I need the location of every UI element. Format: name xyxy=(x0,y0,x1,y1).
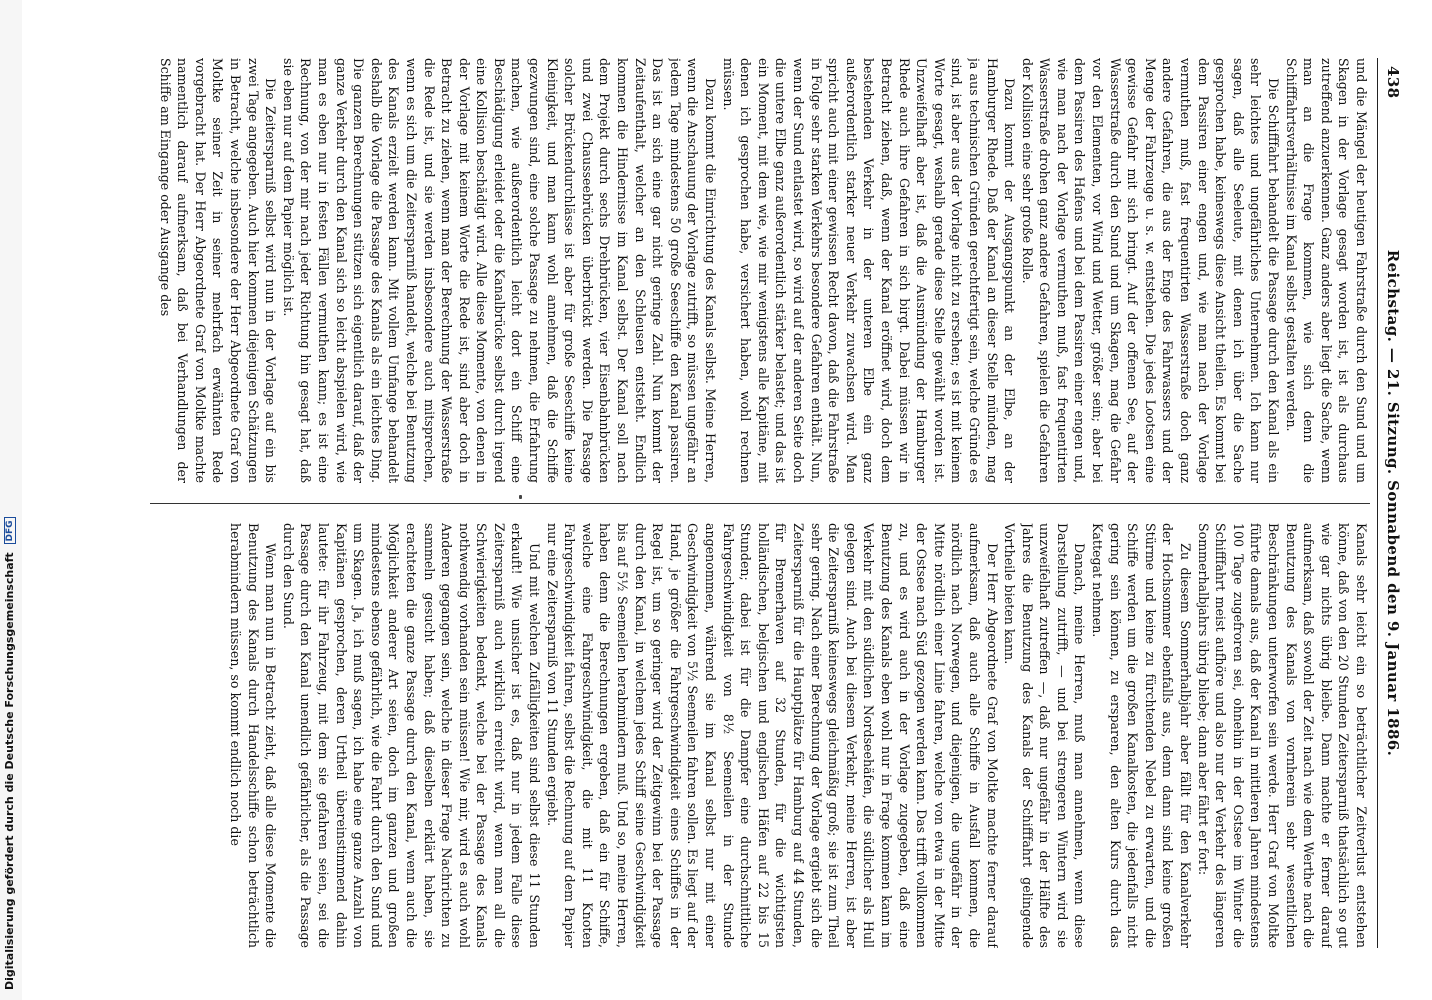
right-column xyxy=(100,523,1370,948)
paragraph: Wenn man nun in Betracht zieht, daß alle diese Momente die Benutzung des Kanals durch Handelsschiffe schon beträchtlich herabmindern müssen, so kommt endlich noch die xyxy=(228,523,279,948)
session-title: Reichstag. — 21. Sitzung. Sonnabend den 9. Januar 1886. xyxy=(1384,249,1402,757)
paragraph: Der Herr Abgeordnete Graf von Moltke machte ferner darauf aufmerksam, daß auch alle Schiffe in Ausfall kommen, die nördlich nach Norwegen, und diejenigen, die ungefähr in der Mitte nördlich einer Linie fahren, welche von etwa in der Mitte der Ostsee nach Süd gezogen werden kann. Das trifft vollkommen zu, und es wird auch in der Vorlage zugegeben, daß eine Benutzung des Kanals eben wohl nur in Frage kommen kann im Verkehr mit den südlichen Nordseehäfen, die südlicher als Hull gelegen sind. Auch bei diesem Verkehr, meine Herren, ist aber die Zeitersparniß keineswegs gleichmäßig groß; sie ist zum Theil sehr gering. Nach einer Berechnung der Vorlage ergiebt sich die Zeitersparniß für die Hauptplätze für Hamburg auf 44 Stunden, für Bremerhaven auf 32 Stunden, für die wichtigsten holländischen, belgischen und englischen Häfen auf 22 bis 15 Stunden; dabei ist für die Dampfer eine durchschnittliche Fahrgeschwindigkeit von 8½ Seemeilen in der Stunde angenommen, während sie im Kanal selbst nur mit einer Geschwindigkeit von 5½ Seemeilen fahren sollen. Es liegt auf der Hand, je größer die Fahrgeschwindigkeit eines Schiffes in der Regel ist, um so geringer wird der Zeitgewinn bei der Passage durch den Kanal, in welchem jedes Schiff seine Geschwindigkeit bis auf 5½ Seemeilen herabmindern muß. Und so, meine Herren, haben denn die Berechnungen ergeben, daß ein für Schiffe, welche eine Fahrgeschwindigkeit, die mit 11 Knoten Fahrgeschwindigkeit fahren, selbst die Rechnung auf dem Papier nur eine Zeitersparniß von 11 Stunden ergiebt. xyxy=(544,523,1000,948)
running-head xyxy=(1376,58,1406,948)
paragraph: und die Mängel der heutigen Fahrstraße durch den Sund und um Skagen in der Vorlage gesagt worden ist, ist als durchaus zutreffend anzuerkennen. Ganz anders aber liegt die Sache, wenn man an die Frage kommen, wie sich denn die Schifffahrtsverhältnisse im Kanal selbst gestalten werden. xyxy=(1283,58,1369,483)
header-rule xyxy=(1377,58,1378,948)
column-divider xyxy=(150,503,1370,504)
paragraph: Und mit welchen Zufälligkeiten sind selbst diese 11 Stunden erkauft! Wie unsicher ist es, daß nur in jedem Falle diese Zeitersparniß auch wirklich erreicht wird, wenn man all die Schwierigkeiten bedenkt, welche bei der Passage des Kanals nothwendig vorhanden sein müssen! Wie mir, wird es auch wohl Anderen gegangen sein, welche in dieser Frage Nachrichten zu sammeln gesucht haben; daß dieselben erklärt haben, sie erachteten die ganze Passage durch den Kanal, wenn auch die Möglichkeit anderer Art seien, doch im ganzen und großen mindestens ebenso gefährlich, wie die Fahrt durch den Sund und um Skagen. Ja, ich muß sagen, ich habe eine ganze Anzahl von Kapitänen gesprochen, deren Urtheil übereinstimmend dahin lautete: für ihr Fahrzeug, mit dem sie gefahren seien, sei die Passage durch den Kanal unendlich gefährlicher, als die Passage durch den Sund. xyxy=(280,523,543,948)
left-column xyxy=(100,58,1370,483)
paragraph: Dazu kommt die Einrichtung des Kanals selbst. Meine Herren, wenn die Anschauung der Vorlage zutrifft, so müssen ungefähr an jedem Tage mindestens 50 große Seeschiffe den Kanal passiren. Das ist an sich eine gar nicht geringe Zahl. Nun kommt der Zeitaufenthalt, welcher an den Schleusen entsteht. Endlich kommen die Hindernisse im Kanal selbst. Der Kanal soll nach dem Projekt durch sechs Drehbrücken, vier Eisenbahnbrücken und zwei Chausseebrücken überbrückt werden. Die Passage solcher Brückendurchlässe ist aber für große Seeschiffe keine Kleinigkeit, und man kann wohl annehmen, daß die Schiffe gezwungen sind, eine solche Passage zu nehmen, die Erfahrung machen, wie außerordentlich leicht dort ein Schiff eine Beschädigung erleidet oder die Kanalbrücke selbst durch irgend eine Kollision beschädigt wird. Alle diese Momente, von denen in der Vorlage mit keinem Worte die Rede ist, sind aber doch in Betracht zu ziehen, wenn man der Berechnung der Wasserstraße die Rede ist, und sie werden insbesondere auch mitsprechen, wenn es sich um die Zeitersparniß handelt, welche bei Benutzung des Kanals erzielt werden kann. Mit vollem Umfange behandelt deshalb die Vorlage die Passage des Kanals als ein leichtes Ding. Die ganzen Berechnungen stützen sich eigentlich darauf, daß der ganze Verkehr durch den Kanal sich so leicht abspielen wird, wie man es eben nur in festen Fällen vermuthen kann; es ist eine Rechnung, von der mir nach jeder Richtung hin gesagt hat, daß sie eben nur auf dem Papier möglich ist. xyxy=(280,58,719,483)
scan-speck xyxy=(519,495,522,499)
rotated-newspaper-page xyxy=(86,58,1406,948)
paragraph: Zu diesem Sommerhalbjahr aber fällt für den Kanalverkehr der Hochsommer ebenfalls aus, denn dann sind keine großen Stürme und keine zu fürchtenden Nebel zu erwarten, und die Schiffe werden um die großen Kanalkosten, die jedenfalls nicht gering sein können, zu ersparen, den alten Kurs durch das Kattegat nehmen. xyxy=(1090,523,1194,948)
credit-text: Digitalisierung gefördert durch die Deutsche Forschungsgemeinschaft xyxy=(3,552,16,990)
paragraph: Die Schifffahrt behandelt die Passage durch den Kanal als ein sehr leichtes und ungefährliches Unternehmen. Ich kann nur sagen, daß alle Seeleute, mit denen ich über die Sache gesprochen habe, keineswegs diese Ansicht theilen. Es kommt bei dem Passiren einer engen und, wie man nach der Vorlage vermuthen muß, fast frequentirten Wasserstraße doch ganz andere Gefahren, die aus der Enge des Fahrwassers und der Menge der Fahrzeuge u. s. w. entstehen. Die jedes Lootsen eine gewisse Gefahr mit sich bringt. Auf der offenen See, auf der Wasserstraße durch den Sund und um Skagen, mag die Gefahr vor den Elementen, vor Wind und Wetter, größer sein; aber bei dem Passiren des Hafens und bei dem Passiren einer engen und, wie man nach der Vorlage vermuthen muß, fast frequentirten Wasserstraße drohen ganz andere Gefahren, spielen die Gefahren der Kollision eine sehr große Rolle. xyxy=(1019,58,1282,483)
page-number: 438 xyxy=(1384,66,1402,99)
digitization-strip xyxy=(0,0,22,1000)
paragraph: Danach, meine Herren, muß man annehmen, wenn diese Darstellung zutrifft, — und bei strengeren Wintern wird sie unzweifelhaft zutreffen —, daß nur ungefähr in der Hälfte des Jahres die Benutzung des Kanals der Schifffahrt gelingende Vortheile bieten kann. xyxy=(1002,523,1088,948)
paragraph: Die Zeitersparniß selbst wird nun in der Vorlage auf ein bis zwei Tage angegeben. Auch hier kommen diejenigen Schätzungen in Betracht, welche insbesondere der Herr Abgeordnete Graf von Moltke seiner Zeit in seiner mehrfach erwähnten Rede vorgebracht hat. Der Herr Abgeordnete Graf von Moltke machte namentlich darauf aufmerksam, daß bei Verhandlungen der Schiffe am Eingange oder Ausgange des xyxy=(157,58,279,483)
dfg-logo: DFG xyxy=(4,517,16,544)
paragraph: Dazu kommt der Ausgangspunkt an der Elbe, an der Hamburger Rhede. Daß der Kanal an dieser Stelle münden, mag ja aus technischen Gründen gerechtfertigt sein, welche Gründe es sind, ist aber aus der Vorlage nicht zu ersehen; es ist mit keinem Worte gesagt, weshalb gerade diese Stelle gewählt worden ist. Unzweifelhaft aber ist, daß die Ausmündung der Hamburger Rhede auch ihre Gefahren in sich birgt. Dabei müssen wir in Betracht ziehen, daß, wenn der Kanal eröffnet wird, doch dem bestehenden Verkehr in der unteren Elbe ein ganz außerordentlich starker neuer Verkehr zuwachsen wird. Man spricht auch mit einer gewissen Recht davon, daß die Fahrstraße in Folge sehr starken Verkehrs besondere Gefahren enthält. Nun, wenn der Sund entlastet wird, so wird auf der anderen Seite doch die untere Elbe ganz außerordentlich stärker belastet; und das ist ein Moment, mit dem wie, wie mir wenigstens alle Kapitäne, mit denen ich gesprochen habe, versichert haben, wohl rechnen müssen. xyxy=(720,58,1018,483)
digitization-credit xyxy=(3,110,19,990)
paragraph: Kanals sehr leicht ein so beträchtlicher Zeitverlust entstehen könne, daß von den 20 Stunden Zeitersparniß thatsächlich so gut wie gar nichts übrig bleibe. Dann machte er ferner darauf aufmerksam, daß sowohl der Zeit nach wie dem Werthe nach die Benutzung des Kanals von vornherein sehr wesentlichen Beschränkungen unterworfen sein werde. Herr Graf von Moltke führte damals aus, daß der Kanal in mittleren Jahren mindestens 100 Tage zugefroren sei, ohnehin in der Ostsee im Winter die Schifffahrt meist aufhöre und also nur der Verkehr des längeren Sommerhalbjahrs übrig bliebe; dann aber fährt er fort: xyxy=(1195,523,1369,948)
